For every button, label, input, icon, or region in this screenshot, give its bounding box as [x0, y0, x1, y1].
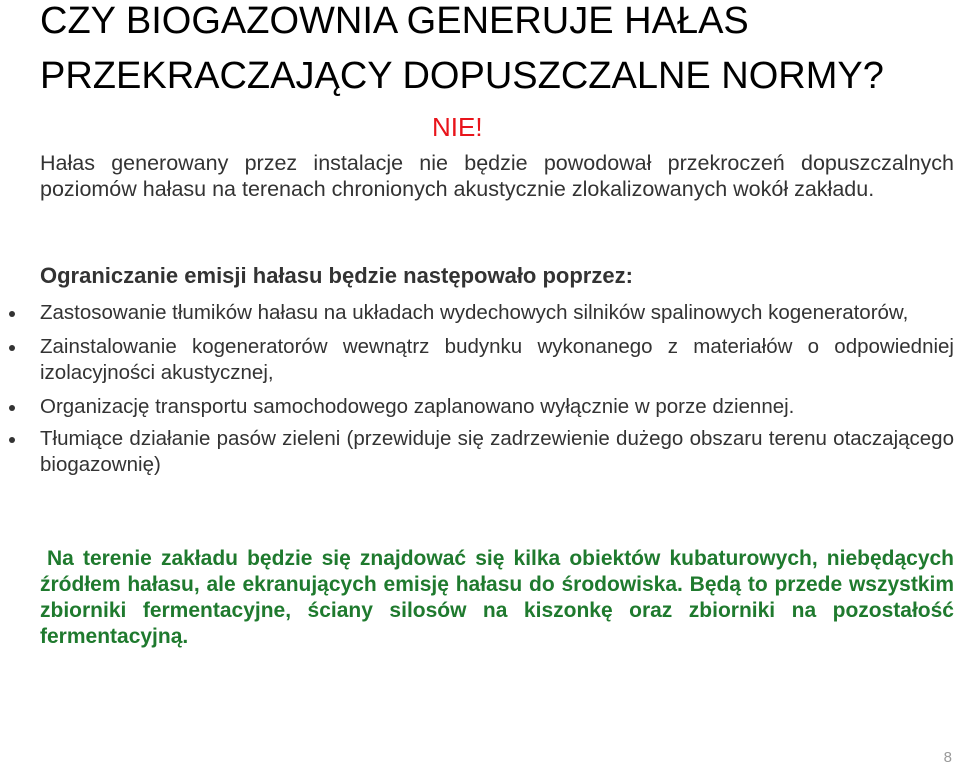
bullet-list — [0, 300, 960, 478]
slide-title-line-1: CZY BIOGAZOWNIA GENERUJE HAŁAS — [40, 0, 749, 42]
bullet-text: Organizację transportu samochodowego zaplanowano wyłącznie w porze dziennej. — [40, 395, 795, 418]
slide-title-line-2: PRZEKRACZAJĄCY DOPUSZCZALNE NORMY? — [40, 55, 884, 97]
section-heading: Ograniczanie emisji hałasu będzie następowało poprzez: — [40, 263, 633, 288]
green-note-paragraph — [40, 546, 954, 650]
bullet-dot-icon — [9, 405, 15, 411]
bullet-item — [0, 334, 954, 386]
page-number: 8 — [943, 749, 952, 766]
bullet-text: Zainstalowanie kogeneratorów wewnątrz budynku wykonanego z materiałów o odpowiedniej izolacyjności akustycznej, — [40, 335, 954, 384]
bullet-text: Zastosowanie tłumików hałasu na układach wydechowych silników spalinowych kogeneratorów, — [40, 301, 909, 324]
bullet-dot-icon — [9, 311, 15, 317]
intro-paragraph: Hałas generowany przez instalacje nie będzie powodował przekroczeń dopuszczalnych poziomów hałasu na terenach chronionych akustycznie zlokalizowanych wokół zakładu. — [40, 151, 954, 201]
bullet-item — [0, 300, 954, 326]
bullet-dot-icon — [9, 437, 15, 443]
bullet-dot-icon — [9, 345, 15, 351]
bullet-text: Tłumiące działanie pasów zieleni (przewiduje się zadrzewienie dużego obszaru terenu otaczającego biogazownię) — [40, 427, 954, 476]
bullet-item — [0, 394, 954, 420]
slide-title — [40, 0, 940, 104]
green-note-text: Na terenie zakładu będzie się znajdować się kilka obiektów kubaturowych, niebędących źródłem hałasu, ale ekranujących emisję hałasu do środowiska. Będą to przede wszystkim zbiorniki fermentacyjne, ściany silosów na kiszonkę oraz zbiorniki na pozostałość fermentacyjną. — [40, 547, 954, 648]
answer-text: NIE! — [432, 112, 483, 142]
bullet-item — [0, 426, 954, 478]
